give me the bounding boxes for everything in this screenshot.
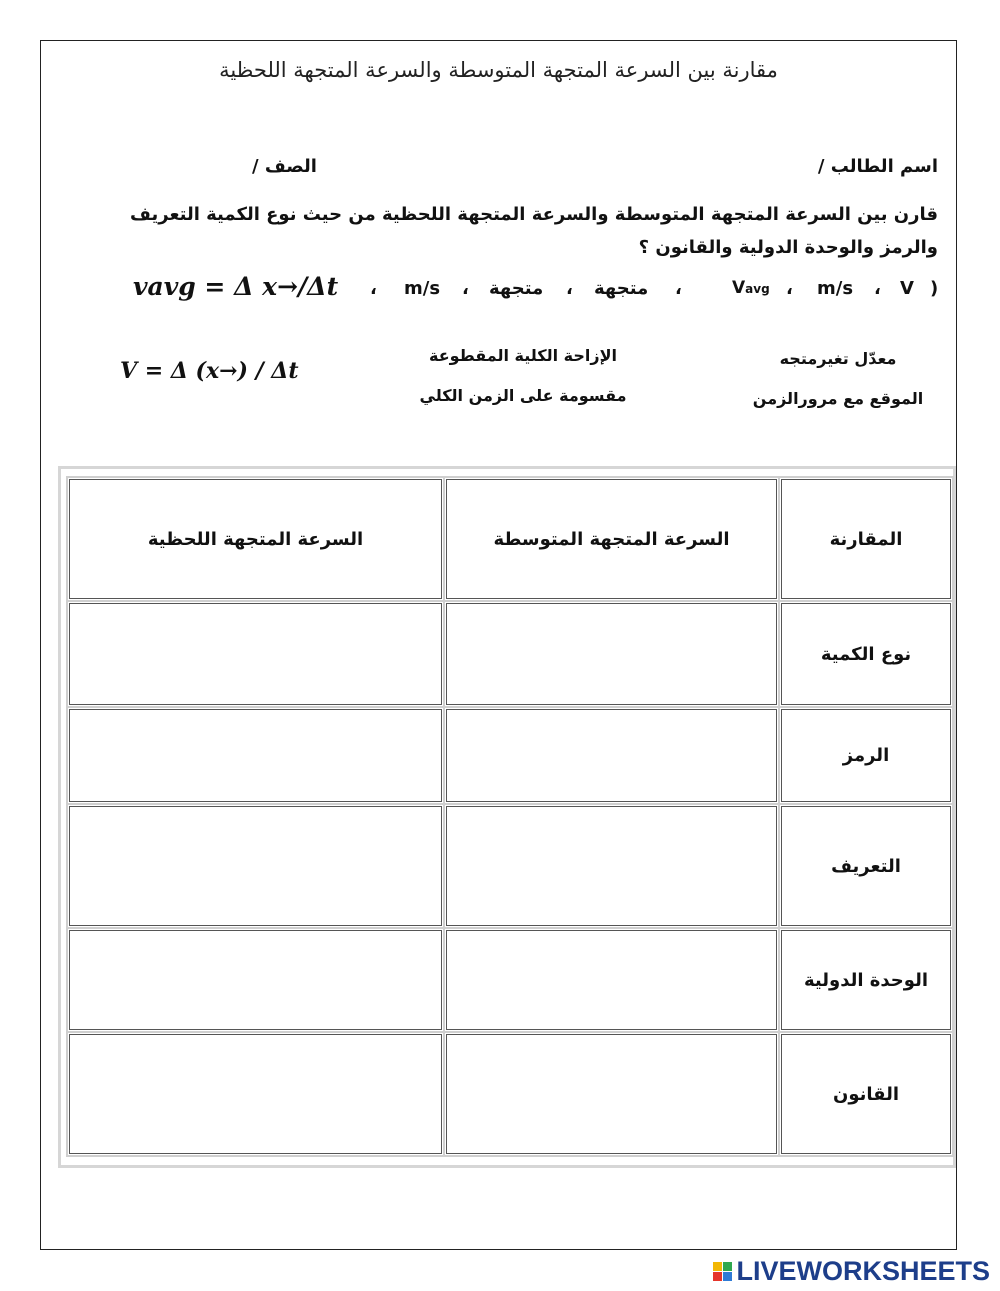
header-instantaneous-velocity: السرعة المتجهة اللحظية bbox=[67, 477, 444, 601]
option-symbol-avg[interactable]: Vavg bbox=[732, 278, 770, 298]
option-type-1[interactable]: متجهة bbox=[489, 278, 544, 299]
drop-cell-inst-law[interactable] bbox=[67, 1032, 444, 1156]
separator: ، bbox=[675, 278, 682, 299]
option-unit-2[interactable]: m/s bbox=[817, 278, 854, 299]
question-text: قارن بين السرعة المتجهة المتوسطة والسرعة المتجهة اللحظية من حيث نوع الكمية التعريف والرمز والوحدة الدولية والقانون ؟ bbox=[130, 204, 938, 258]
table-row bbox=[67, 1032, 953, 1156]
definition-inst-line-2: الموقع مع مرورالزمن bbox=[752, 389, 924, 408]
student-name-label: اسم الطالب / bbox=[817, 156, 938, 177]
option-type-2[interactable]: متجهة bbox=[594, 278, 649, 299]
definition-avg-line-1: الإزاحة الكلية المقطوعة bbox=[428, 346, 617, 365]
drop-cell-inst-definition[interactable] bbox=[67, 804, 444, 928]
row-label-quantity-type: نوع الكمية bbox=[779, 601, 953, 707]
table-row bbox=[67, 601, 953, 707]
row-label-definition: التعريف bbox=[779, 804, 953, 928]
row-label-law: القانون bbox=[779, 1032, 953, 1156]
separator: ، bbox=[370, 278, 377, 299]
logo-mark-icon bbox=[713, 1262, 732, 1281]
drop-cell-inst-symbol[interactable] bbox=[67, 707, 444, 804]
definition-average-velocity[interactable] bbox=[418, 336, 628, 416]
option-unit-1[interactable]: m/s bbox=[404, 278, 441, 299]
separator: ، bbox=[786, 278, 793, 299]
table-row bbox=[67, 928, 953, 1032]
drop-cell-avg-symbol[interactable] bbox=[444, 707, 779, 804]
page-title: مقارنة بين السرعة المتجهة المتوسطة والسرعة المتجهة اللحظية bbox=[219, 58, 778, 82]
header-comparison: المقارنة bbox=[779, 477, 953, 601]
definition-inst-line-1: معدّل تغيرمتجه bbox=[779, 349, 897, 368]
liveworksheets-logo[interactable] bbox=[713, 1256, 990, 1286]
table-row bbox=[67, 804, 953, 928]
drop-cell-inst-quantity-type[interactable] bbox=[67, 601, 444, 707]
formula-instantaneous-velocity[interactable]: V = Δ (x→) / Δt bbox=[120, 358, 299, 384]
row-label-symbol: الرمز bbox=[779, 707, 953, 804]
option-symbol-v[interactable]: V bbox=[900, 278, 914, 299]
definition-instantaneous-velocity[interactable] bbox=[748, 339, 928, 419]
table-row bbox=[67, 707, 953, 804]
row-label-si-unit: الوحدة الدولية bbox=[779, 928, 953, 1032]
logo-text: LIVEWORKSHEETS bbox=[736, 1255, 990, 1286]
separator: ، bbox=[462, 278, 469, 299]
drop-cell-avg-si-unit[interactable] bbox=[444, 928, 779, 1032]
drop-cell-avg-definition[interactable] bbox=[444, 804, 779, 928]
formula-average-velocity[interactable]: vavg = Δ x→/Δt bbox=[133, 272, 339, 301]
drop-cell-inst-si-unit[interactable] bbox=[67, 928, 444, 1032]
header-average-velocity: السرعة المتجهة المتوسطة bbox=[444, 477, 779, 601]
separator: ، bbox=[566, 278, 573, 299]
drop-cell-avg-law[interactable] bbox=[444, 1032, 779, 1156]
definition-avg-line-2: مقسومة على الزمن الكلي bbox=[419, 386, 627, 405]
table-header-row bbox=[67, 477, 953, 601]
comparison-table bbox=[66, 476, 954, 1157]
drop-cell-avg-quantity-type[interactable] bbox=[444, 601, 779, 707]
class-label: الصف / bbox=[252, 156, 317, 177]
separator: ، bbox=[874, 278, 881, 299]
paren: ) bbox=[930, 278, 939, 299]
